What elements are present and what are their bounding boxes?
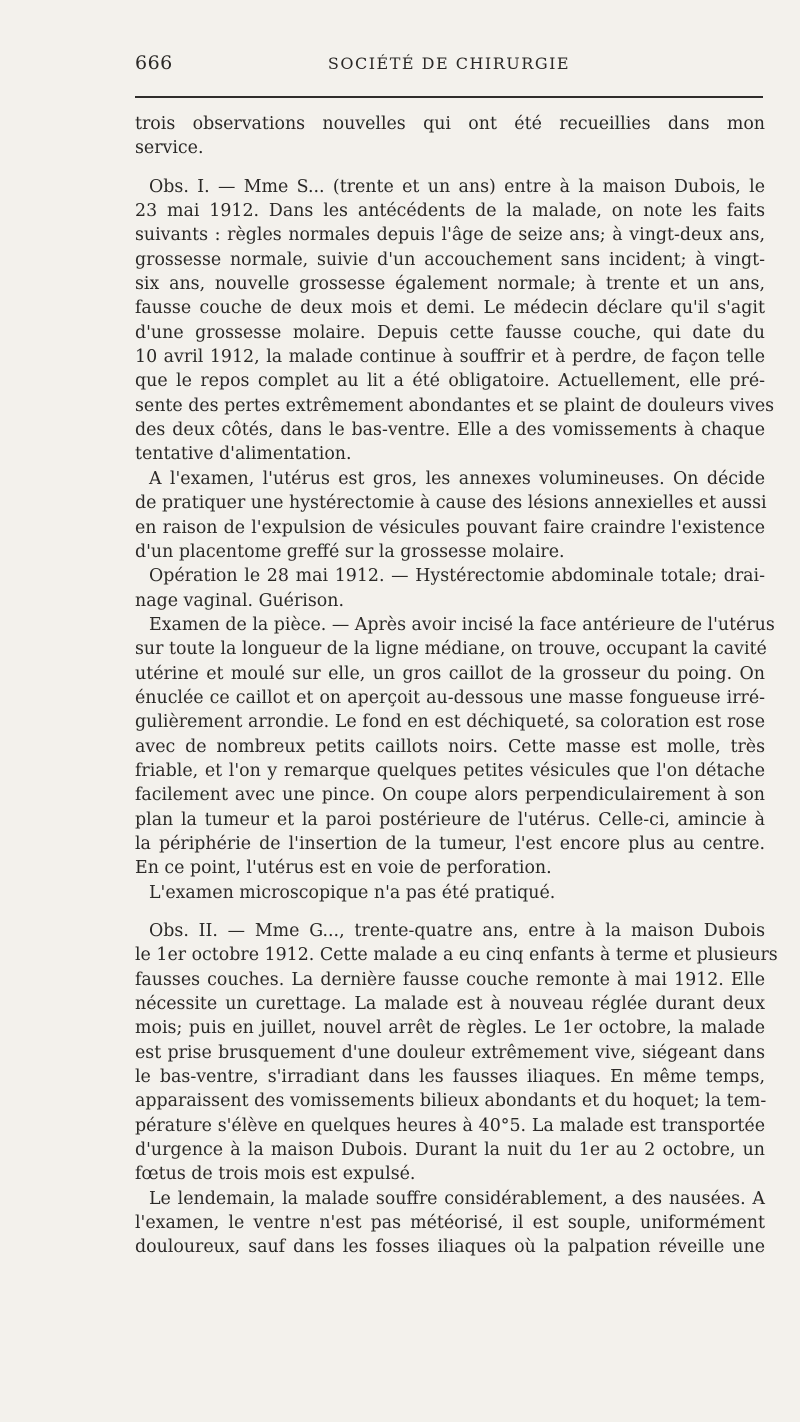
text-line: trois observations nouvelles qui ont été recueillies dans mon (135, 114, 765, 134)
text-line: gulièrement arrondie. Le fond en est déchiqueté, sa coloration est rose (135, 712, 765, 733)
text-line: A l'examen, l'utérus est gros, les annexes volumineuses. On décide (149, 468, 765, 489)
text-line: 23 mai 1912. Dans les antécédents de la malade, on note les faits (135, 201, 765, 222)
body-text (135, 112, 778, 1260)
page-header (135, 52, 763, 82)
text-line: En ce point, l'utérus est en voie de perforation. (135, 858, 552, 879)
text-line: le 1er octobre 1912. Cette malade a eu cinq enfants à terme et plusieurs (135, 945, 778, 966)
text-line: avec de nombreux petits caillots noirs. Cette masse est molle, très (135, 736, 765, 757)
text-line: Obs. II. — Mme G..., trente-quatre ans, entre à la maison Dubois (149, 921, 765, 941)
text-line: en raison de l'expulsion de vésicules pouvant faire craindre l'existence (135, 517, 765, 538)
text-line: sur toute la longueur de la ligne médiane, on trouve, occupant la cavité (135, 639, 767, 660)
text-line: Obs. I. — Mme S... (trente et un ans) entre à la maison Dubois, le (149, 176, 765, 197)
text-line: d'un placentome greffé sur la grossesse molaire. (135, 541, 565, 562)
text-line: plan la tumeur et la paroi postérieure de l'utérus. Celle-ci, amincie à (135, 809, 765, 830)
text-line: douloureux, sauf dans les fosses iliaques où la palpation réveille une (135, 1237, 765, 1258)
text-line: Examen de la pièce. — Après avoir incisé la face antérieure de l'utérus (149, 614, 775, 635)
text-line: facilement avec une pince. On coupe alors perpendiculairement à son (135, 785, 765, 806)
text-line: énuclée ce caillot et on aperçoit au-dessous une masse fongueuse irré- (135, 687, 765, 708)
text-line: 10 avril 1912, la malade continue à souffrir et à perdre, de façon telle (135, 347, 765, 368)
text-line: le bas-ventre, s'irradiant dans les fausses iliaques. En même temps, (135, 1067, 765, 1088)
text-line: grossesse normale, suivie d'un accouchement sans incident; à vingt- (135, 249, 765, 270)
paragraph-gap (135, 905, 765, 919)
text-line: sente des pertes extrêmement abondantes et se plaint de douleurs vives (135, 395, 775, 416)
text-line: six ans, nouvelle grossesse également normale; à trente et un ans, (135, 274, 765, 295)
page-number: 666 (135, 52, 173, 74)
text-line: utérine et moulé sur elle, un gros caillot de la grosseur du poing. On (135, 663, 765, 684)
text-line: tentative d'alimentation. (135, 444, 352, 465)
text-line: des deux côtés, dans le bas-ventre. Elle a des vomissements à chaque (135, 420, 765, 441)
text-line: l'examen, le ventre n'est pas météorisé, il est souple, uniformément (135, 1213, 765, 1234)
text-line: service. (135, 138, 204, 159)
paragraph-gap (135, 161, 765, 175)
text-line: est prise brusquement d'une douleur extrêmement vive, siégeant dans (135, 1042, 765, 1063)
text-line: de pratiquer une hystérectomie à cause des lésions annexielles et aussi (135, 493, 767, 514)
text-line: pérature s'élève en quelques heures à 40°5. La malade est transportée (135, 1115, 765, 1136)
text-line: L'examen microscopique n'a pas été pratiqué. (149, 882, 556, 903)
text-line: que le repos complet au lit a été obligatoire. Actuellement, elle pré- (135, 371, 765, 392)
text-line: Le lendemain, la malade souffre considérablement, a des nausées. A (149, 1188, 765, 1209)
text-line: fausses couches. La dernière fausse couche remonte à mai 1912. Elle (135, 969, 765, 990)
header-rule (135, 96, 763, 98)
text-line: friable, et l'on y remarque quelques petites vésicules que l'on détache (135, 760, 765, 781)
text-line: nage vaginal. Guérison. (135, 590, 344, 611)
text-line: mois; puis en juillet, nouvel arrêt de règles. Le 1er octobre, la malade (135, 1018, 765, 1039)
text-line: suivants : règles normales depuis l'âge de seize ans; à vingt-deux ans, (135, 225, 765, 246)
text-line: fausse couche de deux mois et demi. Le médecin déclare qu'il s'agit (135, 298, 765, 319)
text-line: d'urgence à la maison Dubois. Durant la nuit du 1er au 2 octobre, un (135, 1140, 765, 1161)
text-line: apparaissent des vomissements bilieux abondants et du hoquet; la tem- (135, 1091, 767, 1112)
text-line: fœtus de trois mois est expulsé. (135, 1164, 416, 1185)
text-line: d'une grossesse molaire. Depuis cette fausse couche, qui date du (135, 322, 765, 343)
text-line: la périphérie de l'insertion de la tumeur, l'est encore plus au centre. (135, 833, 765, 854)
running-head: SOCIÉTÉ DE CHIRURGIE (327, 54, 571, 73)
text-line: nécessite un curettage. La malade est à nouveau réglée durant deux (135, 994, 765, 1015)
text-line: Opération le 28 mai 1912. — Hystérectomie abdominale totale; drai- (149, 566, 765, 587)
